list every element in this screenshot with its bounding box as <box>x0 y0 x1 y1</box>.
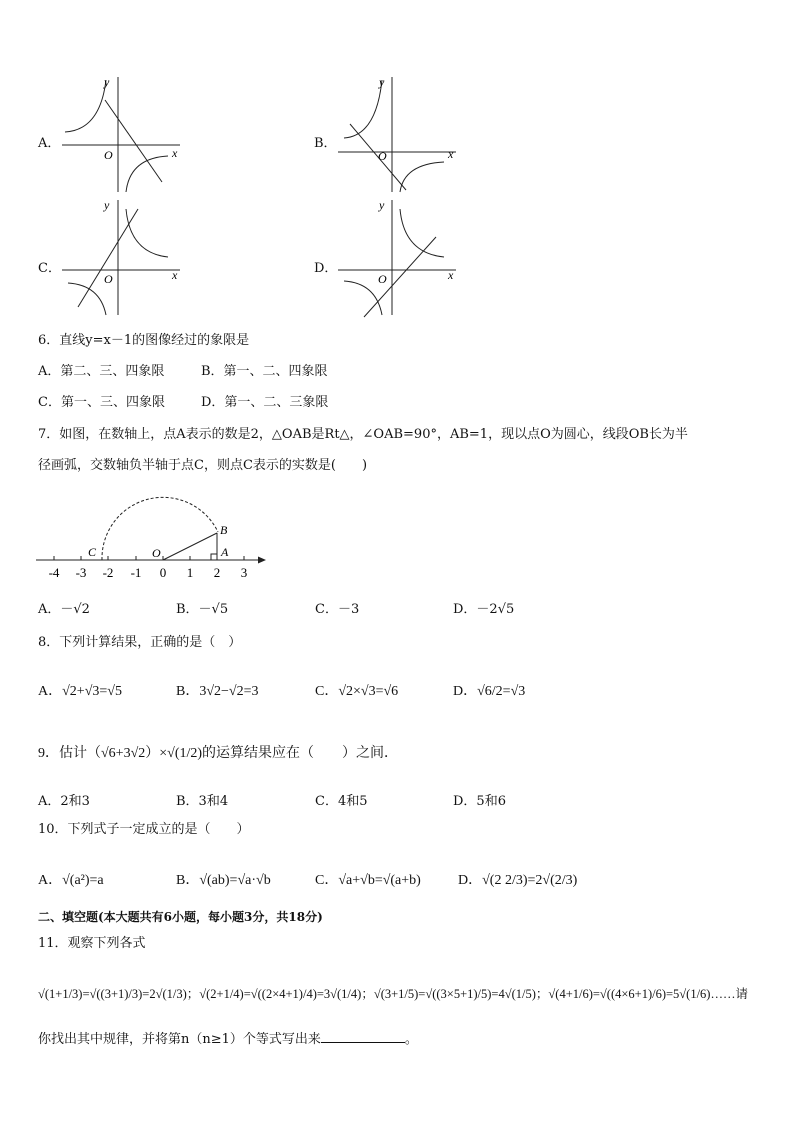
q11-formula-3: √(3+1/5)=√((3×5+1)/5)=4√(1/5) <box>373 987 536 1001</box>
q10-option-d: D．√(2 2/3)=2√(2/3) <box>458 873 578 888</box>
q7-option-b: B．－√5 <box>176 602 229 617</box>
point-b-label: B <box>220 523 228 537</box>
q9-option-b: B．3和4 <box>176 794 229 809</box>
q5-option-b-label: B． <box>314 136 337 151</box>
q10-stem: 10．下列式子一定成立的是（ ） <box>38 822 250 837</box>
q6-option-a: A．第二、三、四象限 <box>38 364 165 379</box>
point-c-label: C <box>88 545 97 559</box>
q11-formula-1: √(1+1/3)=√((3+1)/3)=2√(1/3) <box>38 987 187 1001</box>
q8-option-c: C．√2×√3=√6 <box>315 684 399 699</box>
tick-label: -3 <box>75 565 87 580</box>
point-o-label: O <box>152 546 161 560</box>
q11-answer-blank[interactable] <box>321 1030 405 1043</box>
q5-graph-a <box>60 72 185 197</box>
q5-option-d-label: D． <box>314 261 338 276</box>
q8-option-b: B．3√2−√2=3 <box>176 684 259 699</box>
q8-stem: 8．下列计算结果，正确的是（ ） <box>38 635 242 650</box>
tick-label: 1 <box>186 565 194 580</box>
q11-tail-text: ……请 <box>710 987 748 1001</box>
axis-y-label: y <box>104 75 110 89</box>
tick-label: -4 <box>48 565 60 580</box>
q11-stem: 11．观察下列各式 <box>38 936 146 951</box>
q7-stem-line2: 径画弧，交数轴负半轴于点C，则点C表示的实数是( ) <box>38 458 368 473</box>
q5-option-c-label: C． <box>38 261 61 276</box>
axis-y-label: y <box>379 198 385 212</box>
q8-option-d: D．√6/2=√3 <box>453 684 526 699</box>
q11-formula-4: √(4+1/6)=√((4×6+1)/6)=5√(1/6) <box>548 987 711 1001</box>
q10-option-a: A．√(a²)=a <box>38 873 104 888</box>
q11-formula-row <box>38 984 748 1002</box>
axis-x-label: x <box>172 146 178 160</box>
q6-stem: 6．直线y=x－1的图像经过的象限是 <box>38 333 250 348</box>
separator: ； <box>535 987 549 1001</box>
q8-option-a: A．√2+√3=√5 <box>38 684 122 699</box>
q11-formula-2: √(2+1/4)=√((2×4+1)/4)=3√(1/4) <box>199 987 362 1001</box>
q11-line2-text: 你找出其中规律，并将第n（n≥1）个等式写出来 <box>38 1032 321 1047</box>
separator: ； <box>186 987 200 1001</box>
q5-graph-c <box>60 195 185 320</box>
q6-option-d: D．第一、二、三象限 <box>201 395 329 410</box>
q7-number-line-figure <box>34 482 274 584</box>
axis-x-label: x <box>448 268 454 282</box>
q7-option-a: A．－√2 <box>38 602 90 617</box>
origin-label: O <box>378 272 387 286</box>
q9-option-c: C．4和5 <box>315 794 368 809</box>
axis-y-label: y <box>104 198 110 212</box>
q7-stem-line1: 7．如图，在数轴上，点A表示的数是2，△OAB是Rt△，∠OAB=90°，AB=1，现以点O为圆心，线段OB长为半 <box>38 427 688 442</box>
q9-stem: 9．估计（√6+3√2）×√(1/2)的运算结果应在（ ）之间． <box>38 746 399 761</box>
q7-option-d: D．－2√5 <box>453 602 515 617</box>
q5-graph-d <box>336 195 461 320</box>
tick-label: -1 <box>130 565 142 580</box>
tick-label: 3 <box>240 565 248 580</box>
origin-label: O <box>378 149 387 163</box>
q10-option-b: B．√(ab)=√a·√b <box>176 873 271 888</box>
q5-option-a-label: A． <box>38 136 61 151</box>
origin-label: O <box>104 148 113 162</box>
q7-option-c: C．－3 <box>315 602 360 617</box>
q9-option-a: A．2和3 <box>38 794 90 809</box>
section-title: 二、填空题(本大题共有6小题，每小题3分，共18分) <box>38 910 323 924</box>
q6-option-c: C．第一、三、四象限 <box>38 395 165 410</box>
q11-end-mark: 。 <box>404 1032 418 1047</box>
tick-label: 2 <box>213 565 221 580</box>
tick-label: -2 <box>102 565 114 580</box>
q6-option-b: B．第一、二、四象限 <box>201 364 328 379</box>
q5-graph-b <box>336 72 461 197</box>
point-a-label: A <box>221 545 229 559</box>
q10-option-c: C．√a+√b=√(a+b) <box>315 873 421 888</box>
q11-line2 <box>38 1030 418 1049</box>
tick-label: 0 <box>159 565 167 580</box>
origin-label: O <box>104 272 113 286</box>
axis-x-label: x <box>448 147 454 161</box>
axis-y-label: y <box>379 75 385 89</box>
q9-option-d: D．5和6 <box>453 794 506 809</box>
axis-x-label: x <box>172 268 178 282</box>
separator: ； <box>361 987 374 1001</box>
